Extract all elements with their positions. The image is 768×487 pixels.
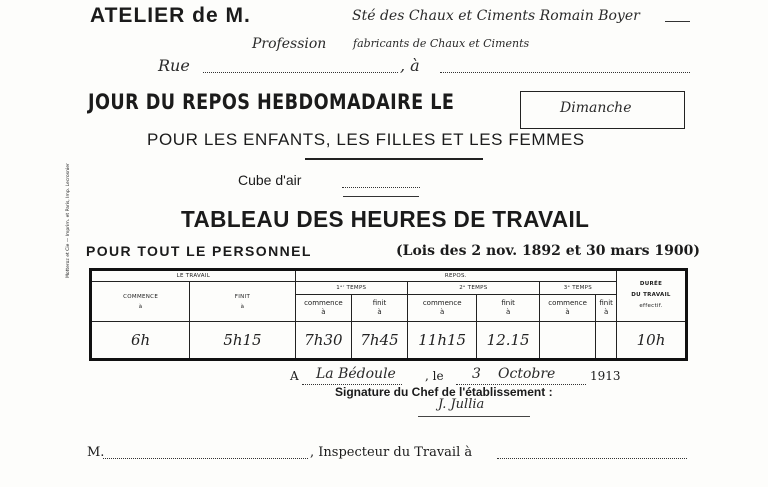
signature-label: Signature du Chef de l'établissement : bbox=[335, 385, 553, 399]
value-t3-finit bbox=[596, 321, 617, 359]
temps3-header: 3ᵉ TEMPS bbox=[539, 282, 616, 294]
commence-a: à bbox=[138, 303, 143, 310]
commence-header bbox=[91, 282, 190, 321]
t3-commence-a: à bbox=[565, 307, 570, 316]
tableau-subtitle-caps: POUR TOUT LE PERSONNEL bbox=[86, 243, 312, 259]
printer-side-note: Motteroz et Cie — Imprim. et Paris, Imp. Lecrosnier bbox=[66, 163, 71, 278]
repos-title: JOUR DU REPOS HEBDOMADAIRE LE bbox=[88, 90, 455, 114]
finit-a: à bbox=[240, 303, 245, 310]
profession-label: Profession bbox=[252, 36, 327, 52]
profession-value: fabricants de Chaux et Ciments bbox=[353, 37, 530, 50]
value-t2-finit: 12.15 bbox=[477, 321, 539, 359]
tableau-subtitle-law: (Lois des 2 nov. 1892 et 30 mars 1900) bbox=[396, 243, 700, 259]
value-t1-commence: 7h30 bbox=[295, 321, 351, 359]
cube-dots bbox=[342, 187, 420, 188]
t3-finit-label: finit bbox=[599, 298, 613, 307]
t2-finit-header bbox=[477, 294, 539, 321]
travail-header: LE TRAVAIL bbox=[91, 270, 296, 282]
atelier-underline bbox=[665, 21, 690, 22]
t2-commence-header bbox=[407, 294, 476, 321]
value-t1-finit: 7h45 bbox=[352, 321, 408, 359]
temps2-header: 2ᵉ TEMPS bbox=[407, 282, 539, 294]
date-month: Octobre bbox=[498, 366, 556, 382]
t2-commence-label: commence bbox=[422, 298, 462, 307]
t1-commence-a: à bbox=[321, 307, 326, 316]
rue-dots bbox=[203, 72, 398, 73]
repos-subtitle: POUR LES ENFANTS, LES FILLES ET LES FEMMES bbox=[147, 130, 585, 149]
cube-line bbox=[343, 196, 419, 197]
cube-label: Cube d'air bbox=[238, 172, 302, 188]
t2-finit-label: finit bbox=[501, 298, 515, 307]
t2-commence-a: à bbox=[440, 307, 445, 316]
commence-caps-label: COMMENCE bbox=[123, 293, 159, 300]
duree-header bbox=[617, 270, 687, 322]
date-day: 3 bbox=[472, 366, 481, 382]
signature: J. Jullia bbox=[438, 397, 485, 412]
t1-commence-label: commence bbox=[304, 298, 343, 307]
place-value: La Bédoule bbox=[316, 366, 396, 382]
rue-label: Rue bbox=[158, 56, 190, 75]
value-duree: 10h bbox=[617, 321, 687, 359]
inspecteur-label: , Inspecteur du Travail à bbox=[310, 445, 473, 460]
t3-finit-header bbox=[596, 294, 617, 321]
value-t2-commence: 11h15 bbox=[407, 321, 476, 359]
date-year: 1913 bbox=[590, 369, 621, 383]
finit-header bbox=[190, 282, 295, 321]
t2-finit-a: à bbox=[505, 307, 511, 316]
duree-label-2: DU TRAVAIL bbox=[631, 292, 671, 299]
t1-commence-header bbox=[295, 294, 351, 321]
value-commence: 6h bbox=[91, 321, 190, 359]
value-t3-commence bbox=[539, 321, 595, 359]
t3-finit-a: à bbox=[603, 307, 609, 316]
temps1-header: 1ᵉʳ TEMPS bbox=[295, 282, 407, 294]
t3-commence-header bbox=[539, 294, 595, 321]
t1-finit-label: finit bbox=[372, 298, 387, 307]
tableau-title: TABLEAU DES HEURES DE TRAVAIL bbox=[181, 206, 590, 232]
finit-caps-label: FINIT bbox=[234, 293, 251, 300]
t1-finit-header bbox=[352, 294, 408, 321]
m-label: M. bbox=[87, 445, 105, 460]
duree-label-1: DURÉE bbox=[639, 281, 663, 288]
t3-commence-label: commence bbox=[548, 298, 587, 307]
repos-header: REPOS. bbox=[295, 270, 616, 282]
inspecteur-dots bbox=[497, 458, 687, 459]
day-value: Dimanche bbox=[560, 100, 632, 116]
value-finit: 5h15 bbox=[190, 321, 295, 359]
duree-label-3: effectif. bbox=[639, 303, 663, 310]
date-le-label: , le bbox=[425, 369, 444, 383]
place-a-prefix: A bbox=[290, 369, 299, 383]
ornament-line bbox=[305, 158, 483, 160]
m-dots bbox=[103, 458, 308, 459]
t1-finit-a: à bbox=[377, 307, 382, 316]
a-dots bbox=[440, 72, 690, 73]
a-label: , à bbox=[400, 56, 420, 75]
hours-table bbox=[89, 268, 688, 361]
atelier-value: Sté des Chaux et Ciments Romain Boyer bbox=[352, 8, 640, 24]
signature-flourish bbox=[418, 416, 530, 417]
atelier-label: ATELIER de M. bbox=[90, 4, 251, 27]
